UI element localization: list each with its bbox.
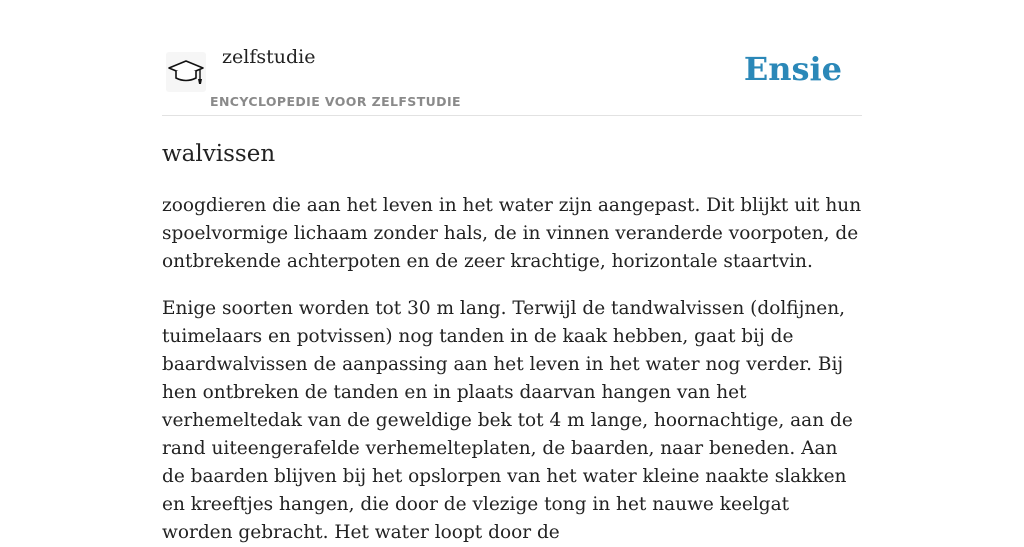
graduation-cap-icon[interactable] [166,52,206,92]
site-tagline: ENCYCLOPEDIE VOOR ZELFSTUDIE [210,94,461,109]
page [162,0,862,547]
article-paragraph: zoogdieren die aan het leven in het water zijn aangepast. Dit blijkt uit hun spoelvormige lichaam zonder hals, de in vinnen veranderde voorpoten, de ontbrekende achterpoten en de zeer krachtige, horizontale staartvin. [162,195,862,272]
brand-logo[interactable]: Ensie [743,50,842,88]
site-header [162,0,862,116]
article-paragraph: Enige soorten worden tot 30 m lang. Terwijl de tandwalvissen (dolfijnen, tuimelaars en potvissen) nog tanden in de kaak hebben, gaat bij de baardwalvissen de aanpassing aan het leven in het water nog verder. Bij hen ontbreken de tanden en in plaats daarvan hangen van het verhemeltedak van de geweldige bek tot 4 m lange, hoornachtige, aan de rand uiteengerafelde verhemelteplaten, de baarden, naar beneden. Aan de baarden blijven bij het opslorpen van het water kleine naakte slakken en kreeftjes hangen, die door de vlezige tong in het nauwe keelgat worden gebracht. Het water loopt door de [162,298,853,543]
article-title: walvissen [162,141,276,167]
site-name[interactable]: zelfstudie [222,46,316,68]
